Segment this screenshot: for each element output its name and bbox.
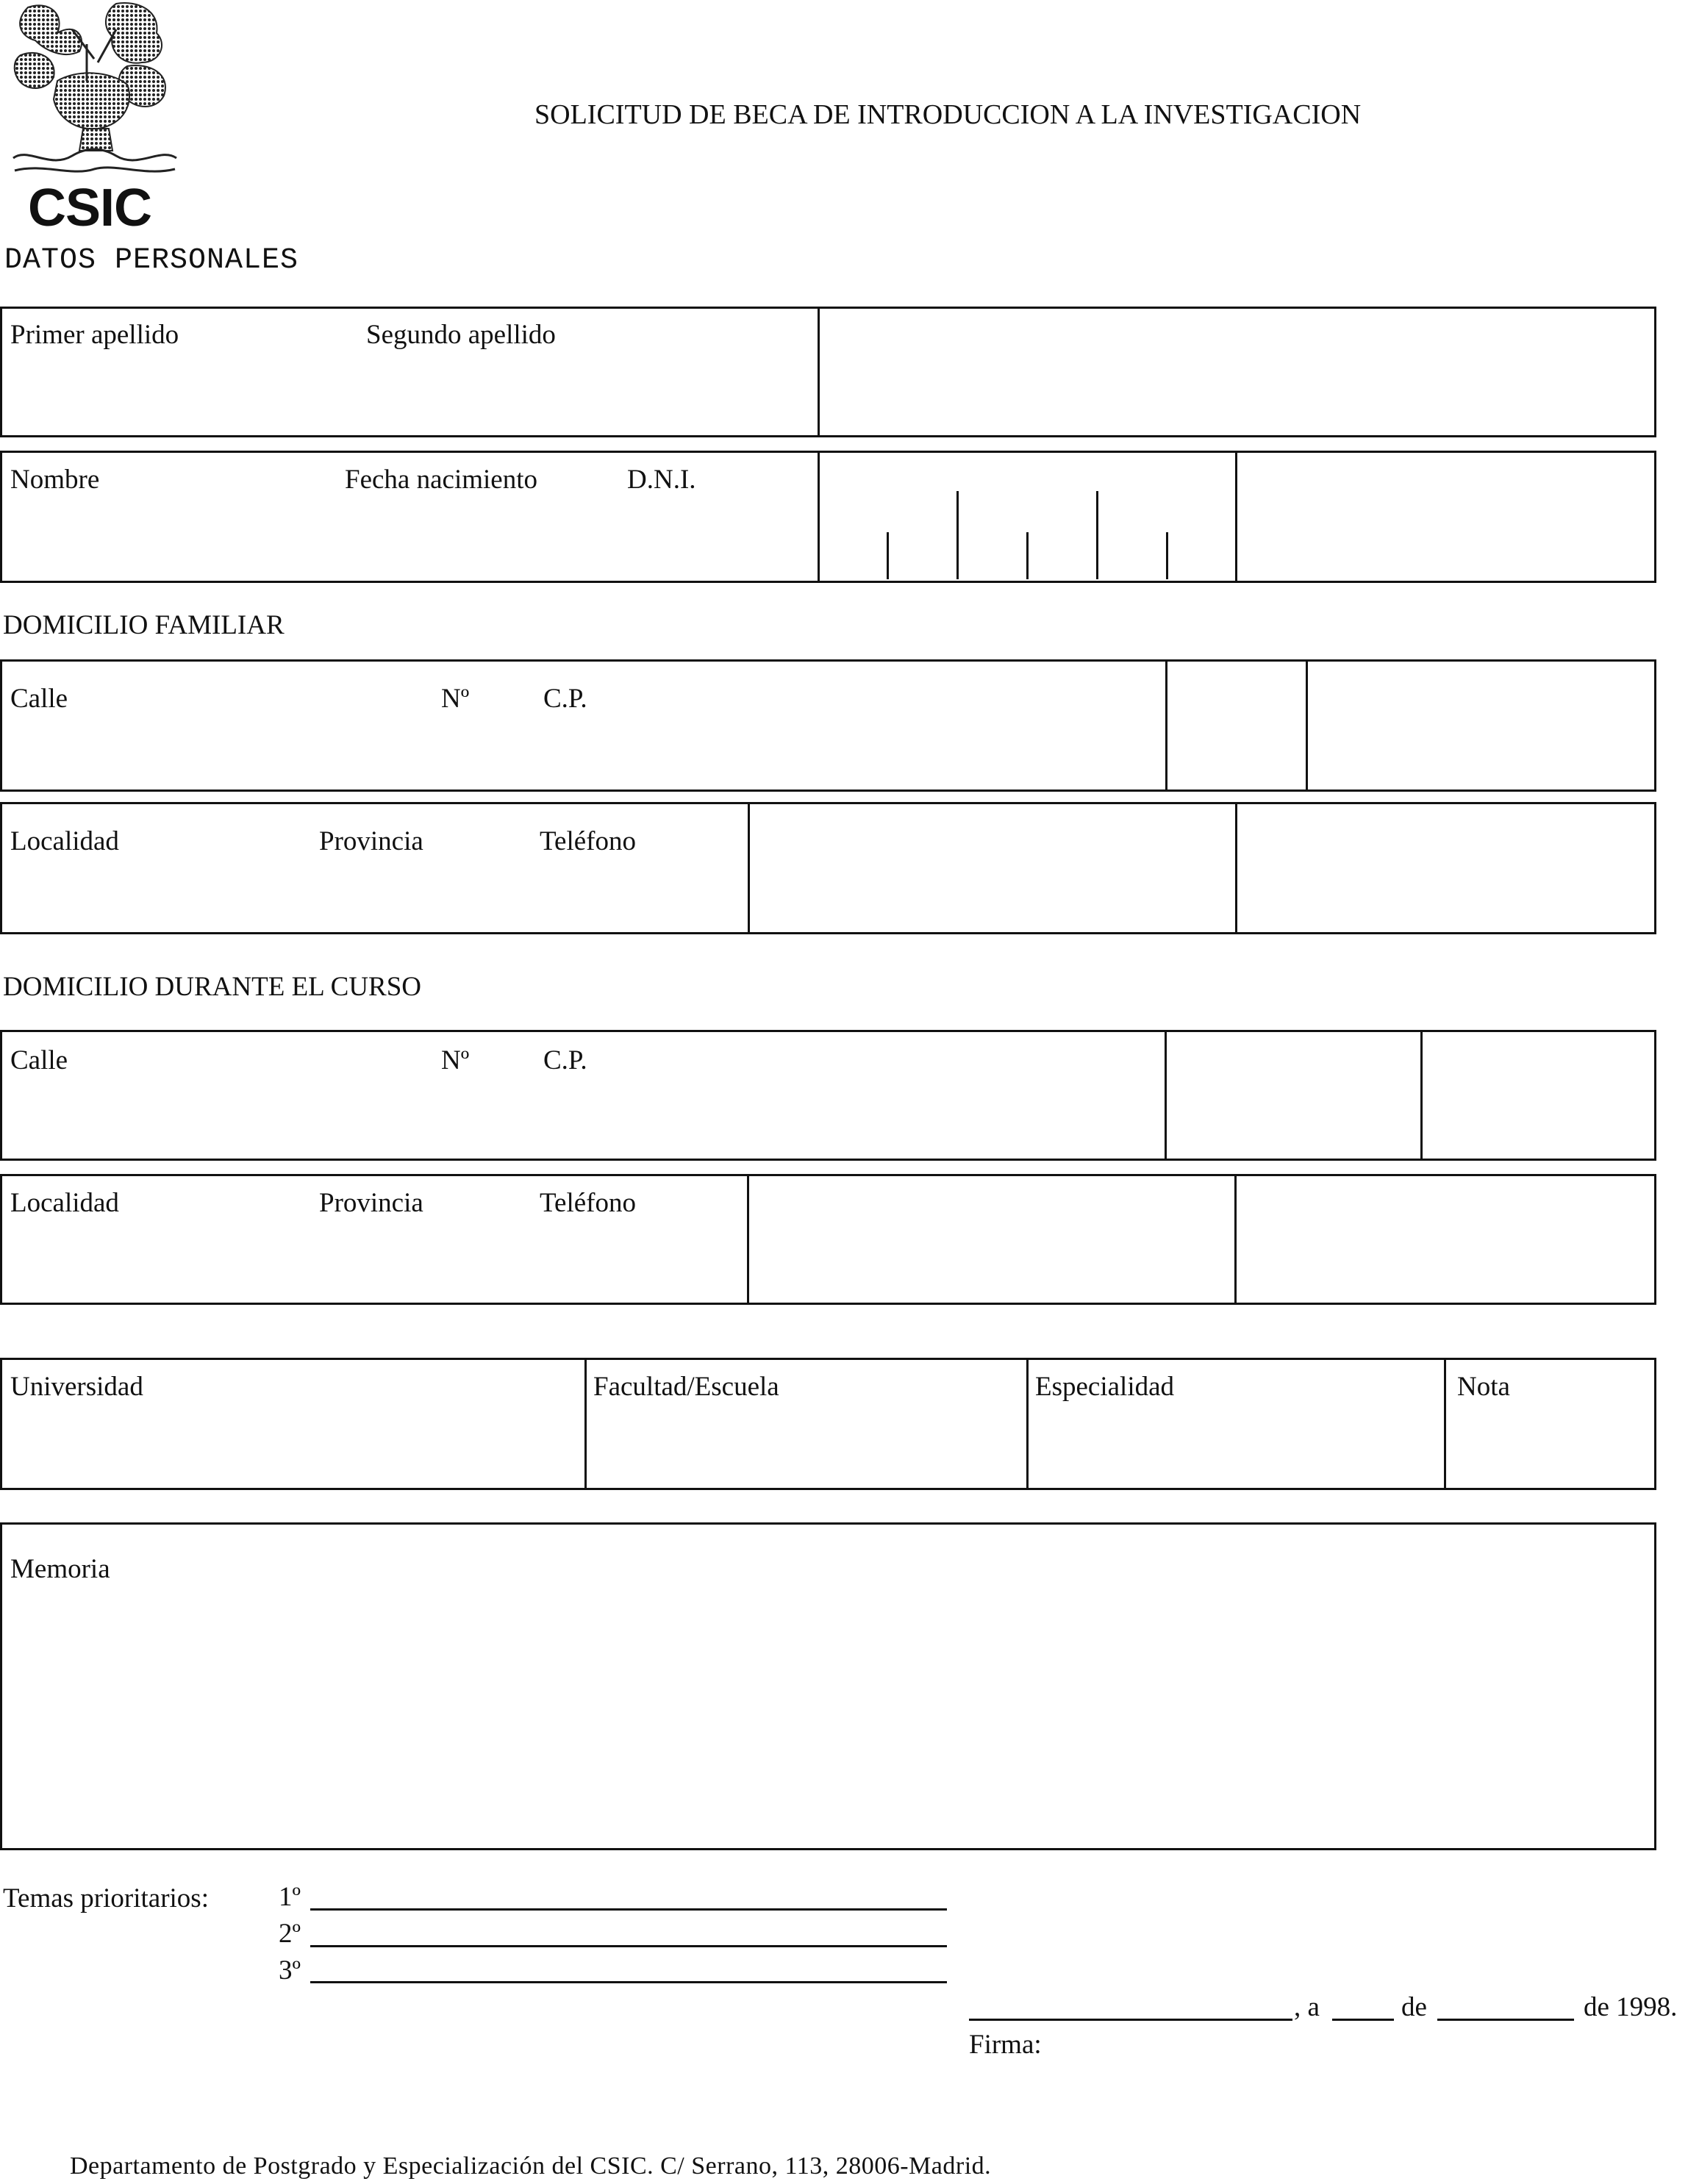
familiar-telefono-label: Teléfono: [540, 826, 636, 856]
curso-numero-label: Nº: [441, 1045, 470, 1075]
nombre-label: Nombre: [10, 465, 100, 495]
footer-text: Departamento de Postgrado y Especialización del CSIC. C/ Serrano, 113, 28006-Madrid.: [70, 2152, 992, 2180]
temas-label: Temas prioritarios:: [3, 1883, 209, 1913]
especialidad-label: Especialidad: [1035, 1372, 1175, 1402]
primer-apellido-label: Primer apellido: [10, 320, 179, 350]
curso-provincia-field[interactable]: [750, 1177, 1231, 1302]
segundo-apellido-label: Segundo apellido: [366, 320, 556, 350]
familiar-calle-label: Calle: [10, 684, 68, 714]
dia-line[interactable]: [1332, 2019, 1394, 2021]
familiar-numero-label: Nº: [441, 684, 470, 714]
logo-text: CSIC: [28, 179, 152, 237]
nota-label: Nota: [1457, 1372, 1510, 1402]
familiar-provincia-field[interactable]: [751, 805, 1232, 931]
tema-3-line[interactable]: [310, 1981, 947, 1983]
curso-localidad-label: Localidad: [10, 1188, 119, 1218]
especialidad-field[interactable]: [1029, 1408, 1441, 1487]
facultad-field[interactable]: [587, 1408, 1023, 1487]
dni-field[interactable]: [1238, 454, 1653, 580]
curso-calle-field[interactable]: [3, 1082, 1162, 1158]
tema-1-label: 1º: [279, 1882, 301, 1912]
curso-cp-field[interactable]: [1423, 1033, 1653, 1158]
nombre-field[interactable]: [3, 500, 815, 579]
familiar-numero-field[interactable]: [1168, 662, 1303, 789]
familiar-localidad-label: Localidad: [10, 826, 119, 856]
form-title: SOLICITUD DE BECA DE INTRODUCCION A LA INVESTIGACION: [534, 99, 1362, 130]
familiar-provincia-label: Provincia: [319, 826, 423, 856]
fecha-anio-label: de 1998.: [1584, 1992, 1678, 2022]
firma-label: Firma:: [969, 2030, 1042, 2060]
lugar-line[interactable]: [969, 2019, 1292, 2021]
tema-3-label: 3º: [279, 1955, 301, 1986]
section-heading-datos-personales: DATOS PERSONALES: [4, 244, 299, 277]
section-heading-domicilio-familiar: DOMICILIO FAMILIAR: [3, 610, 285, 640]
primer-apellido-field[interactable]: [3, 353, 815, 434]
facultad-label: Facultad/Escuela: [593, 1372, 779, 1402]
tema-1-line[interactable]: [310, 1908, 947, 1911]
universidad-field[interactable]: [3, 1408, 582, 1487]
curso-telefono-label: Teléfono: [540, 1188, 636, 1218]
familiar-localidad-field[interactable]: [3, 864, 745, 931]
fecha-de-label: de: [1401, 1992, 1427, 2022]
fecha-nacimiento-label: Fecha nacimiento: [345, 465, 537, 495]
curso-calle-label: Calle: [10, 1045, 68, 1075]
familiar-telefono-field[interactable]: [1238, 805, 1653, 931]
curso-localidad-field[interactable]: [3, 1226, 744, 1302]
mes-line[interactable]: [1437, 2019, 1574, 2021]
memoria-field[interactable]: [3, 1589, 1653, 1847]
universidad-label: Universidad: [10, 1372, 143, 1402]
csic-emblem-icon: [6, 0, 182, 184]
curso-cp-label: C.P.: [543, 1045, 587, 1075]
csic-logo: [6, 0, 182, 235]
curso-telefono-field[interactable]: [1237, 1177, 1653, 1302]
nota-field[interactable]: [1447, 1408, 1653, 1487]
dni-label: D.N.I.: [627, 465, 696, 495]
tema-2-label: 2º: [279, 1919, 301, 1949]
segundo-apellido-field[interactable]: [820, 309, 1653, 434]
familiar-cp-label: C.P.: [543, 684, 587, 714]
fecha-a-label: , a: [1294, 1992, 1320, 2022]
familiar-calle-field[interactable]: [3, 720, 1162, 789]
tema-2-line[interactable]: [310, 1945, 947, 1947]
memoria-label: Memoria: [10, 1554, 110, 1584]
familiar-cp-field[interactable]: [1309, 662, 1653, 789]
fecha-nacimiento-field[interactable]: [820, 454, 1232, 580]
curso-numero-field[interactable]: [1167, 1033, 1417, 1158]
curso-provincia-label: Provincia: [319, 1188, 423, 1218]
section-heading-domicilio-curso: DOMICILIO DURANTE EL CURSO: [3, 972, 422, 1002]
